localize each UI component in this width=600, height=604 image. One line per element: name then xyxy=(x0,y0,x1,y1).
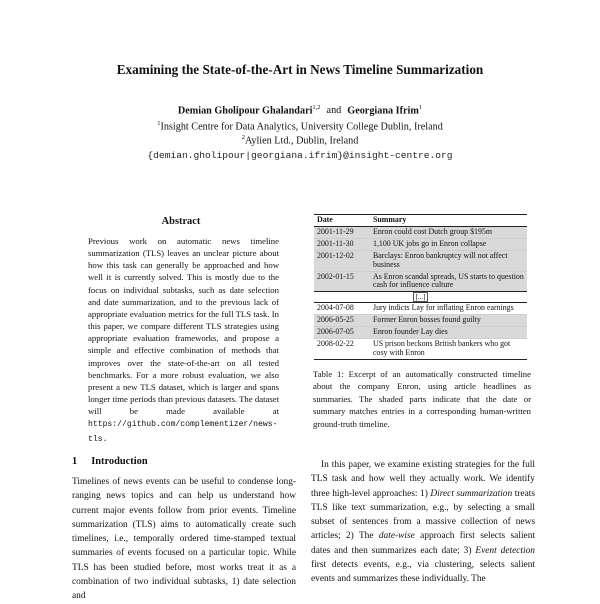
date-cell: 2006-07-05 xyxy=(314,327,370,339)
table-row xyxy=(314,271,527,292)
author-emails: {demian.gholipour|georgiana.ifrim}@insight-centre.org xyxy=(147,150,453,161)
affiliation-text: Aylien Ltd., Dublin, Ireland xyxy=(244,135,359,147)
table-row xyxy=(314,226,527,238)
ellipsis-marker: [...] xyxy=(413,292,429,302)
author-affiliation-mark: 1 xyxy=(418,104,423,111)
abstract-text: Previous work on automatic news timeline summarization (TLS) leaves an unclear picture about how this task can generally be approached and how well it is currently solved. This is mostly due to the focus on individual subtasks, such as date selection and date summarization, and to the previous lack of appropriate evaluation metrics for the full TLS task. In this paper, we compare different TLS strategies using appropriate evaluation frameworks, and propose a simple and effective combination of methods that improves over the state-of-the-art on all tested benchmarks. For a more robust evaluation, we also present a new TLS dataset, which is larger and spans longer time periods than previous datasets. The dataset will be made available at xyxy=(88,236,279,417)
summary-cell: As Enron scandal spreads, US starts to question cash for influence culture xyxy=(370,271,527,292)
table-row xyxy=(314,339,527,360)
table-caption: Table 1: Excerpt of an automatically constructed timeline about the company Enron, using article headlines as summaries. The shaded parts indicate that the date or summary matches entries in a corresponding human-written ground-truth timeline. xyxy=(313,369,531,429)
date-cell: 2001-11-30 xyxy=(314,238,370,250)
author-name: Georgiana Ifrim xyxy=(347,105,419,117)
affiliation-mark: 2 xyxy=(241,134,245,141)
summary-cell: Jury indicts Lay for inflating Enron earnings xyxy=(370,303,527,315)
summary-cell: 1,100 UK jobs go in Enron collapse xyxy=(370,238,527,250)
table-row xyxy=(314,238,527,250)
section-heading xyxy=(72,456,148,467)
table-ellipsis-row xyxy=(314,292,527,303)
term-date-wise: date-wise xyxy=(378,531,415,542)
section-number: 1 xyxy=(72,456,78,467)
affiliation-text: Insight Centre for Data Analytics, University College Dublin, Ireland xyxy=(160,121,443,133)
date-cell: 2001-12-02 xyxy=(314,250,370,271)
table-row xyxy=(314,303,527,315)
abstract-body xyxy=(88,235,279,446)
affiliation xyxy=(0,120,600,132)
author-conjunction: and xyxy=(326,105,342,117)
body-text: In this paper, we examine existing strategies for the full TLS task and how well they actually work. We identify three high-level approaches: 1) xyxy=(311,460,535,499)
term-direct-summarization: Direct summarization xyxy=(430,488,513,499)
table-header-row xyxy=(314,215,527,227)
body-text: first detects events, e.g., via clustering, selects salient events and summarizes these individually. The xyxy=(311,560,535,585)
date-cell: 2008-02-22 xyxy=(314,339,370,360)
abstract-heading: Abstract xyxy=(161,216,201,227)
date-cell: 2006-05-25 xyxy=(314,315,370,327)
body-text: treats TLS like text summarization, e.g., by selecting a small subset of sentences from a massive collection of news articles; 2) The xyxy=(311,488,535,542)
table-row xyxy=(314,315,527,327)
timeline-table xyxy=(314,214,527,360)
date-cell: 2004-07-08 xyxy=(314,303,370,315)
summary-cell: US prison beckons British bankers who got cosy with Enron xyxy=(370,339,527,360)
term-event-detection: Event detection xyxy=(475,545,535,556)
affiliation-mark: 1 xyxy=(157,120,161,127)
summary-cell: Barclays: Enron bankruptcy will not affect business xyxy=(370,250,527,271)
table-row xyxy=(314,327,527,339)
body-text: approach first selects salient dates and then summarizes each date; 3) xyxy=(311,531,536,556)
affiliation xyxy=(0,134,600,146)
author-line xyxy=(0,104,600,116)
summary-cell: Enron could cost Dutch group $195m xyxy=(370,226,527,238)
dataset-url[interactable]: https://github.com/complementizer/news-tls. xyxy=(88,420,278,444)
table-header: Summary xyxy=(370,215,527,227)
author-name: Demian Gholipour Ghalandari xyxy=(177,105,313,117)
summary-cell: Former Enron bosses found guilty xyxy=(370,315,527,327)
table-row xyxy=(314,250,527,271)
date-cell: 2002-01-15 xyxy=(314,271,370,292)
body-paragraph xyxy=(311,458,535,587)
table-header: Date xyxy=(314,215,370,227)
introduction-text: Timelines of news events can be useful to condense long-ranging news topics and can help us understand how current major events follow from prior events. Timeline summarization (TLS) aims to automatically create such timelines, i.e., temporally ordered time-stamped textual summaries of events focused on a particular topic. While TLS has been studied before, most works treat it as a combination of two individual subtasks, 1) date selection and xyxy=(72,477,296,602)
author-affiliation-mark: 1,2 xyxy=(312,104,321,111)
date-cell: 2001-11-29 xyxy=(314,226,370,238)
section-title: Introduction xyxy=(91,456,148,467)
summary-cell: Enron founder Lay dies xyxy=(370,327,527,339)
paper-title: Examining the State-of-the-Art in News Timeline Summarization xyxy=(116,62,484,77)
